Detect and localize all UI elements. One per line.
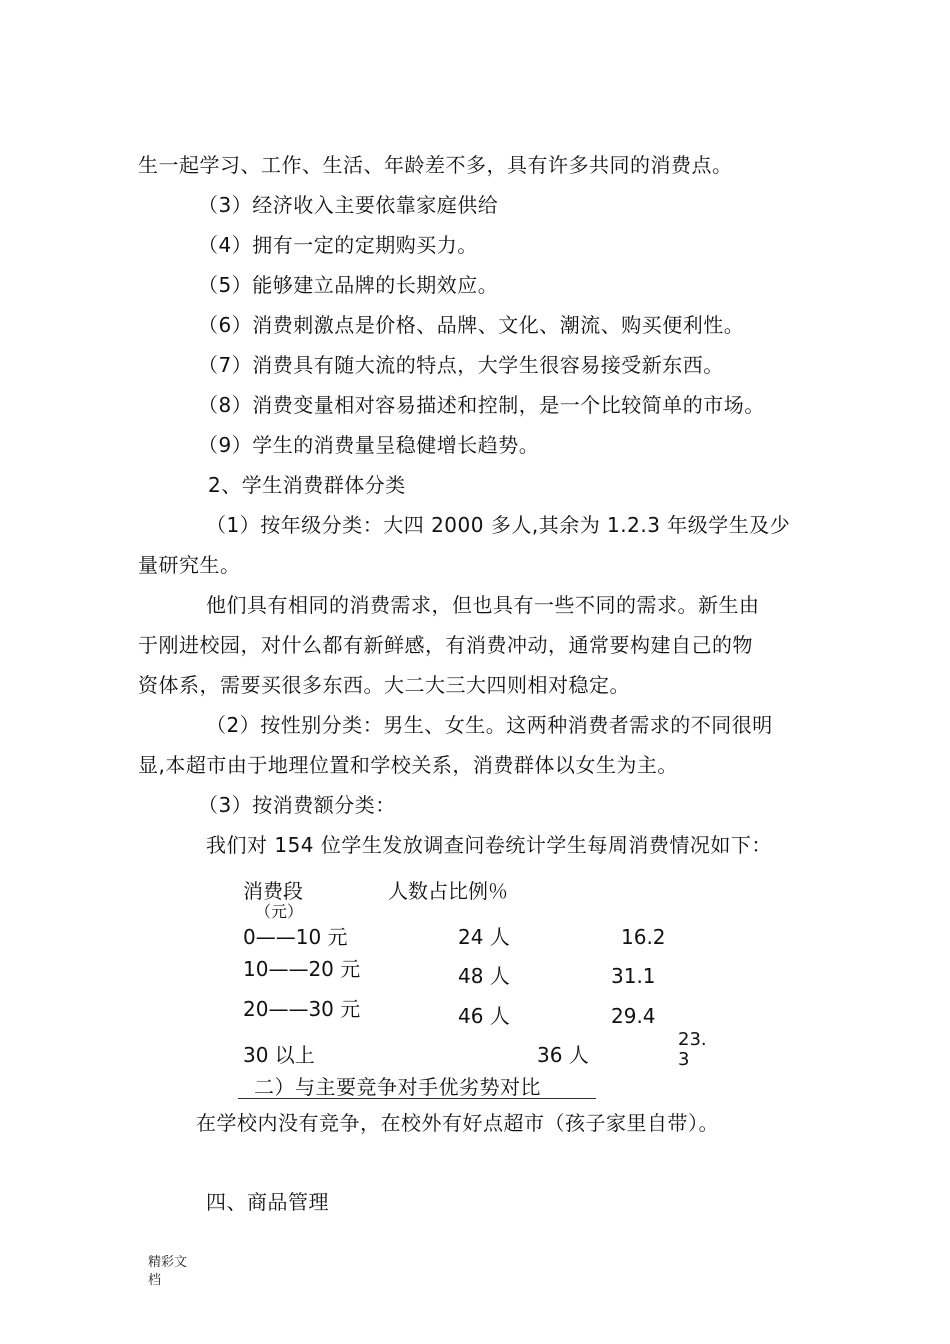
paragraph-line: 生一起学习、工作、生活、年龄差不多，具有许多共同的消费点。 <box>138 153 733 177</box>
list-item-trend-following: （7）消费具有随大流的特点，大学生很容易接受新东西。 <box>198 353 724 377</box>
paragraph-line: 资体系，需要买很多东西。大二大三大四则相对稳定。 <box>138 673 630 697</box>
table-cell-count: 46 人 <box>458 1004 510 1028</box>
footer-text-line2: 档 <box>148 1273 162 1288</box>
list-item-stimulus: （6）消费刺激点是价格、品牌、文化、潮流、购买便利性。 <box>198 313 745 337</box>
table-header-segment: 消费段 <box>243 879 303 903</box>
table-cell-segment: 30 以上 <box>243 1043 315 1067</box>
table-cell-ratio: 23.3 <box>678 1029 707 1070</box>
table-cell-ratio: 31.1 <box>611 964 656 988</box>
table-cell-segment: 20——30 元 <box>243 997 361 1021</box>
paragraph-line: 于刚进校园，对什么都有新鲜感，有消费冲动，通常要构建自己的物 <box>138 633 753 657</box>
table-header-fragment: （元） <box>255 902 304 921</box>
list-item-brand-effect: （5）能够建立品牌的长期效应。 <box>198 273 499 297</box>
list-item-purchasing-power: （4）拥有一定的定期购买力。 <box>198 233 478 257</box>
table-cell-segment: 0——10 元 <box>243 925 348 949</box>
paragraph-line: （1）按年级分类：大四 2000 多人,其余为 1.2.3 年级学生及少 <box>206 513 791 537</box>
paragraph-line: 我们对 154 位学生发放调查问卷统计学生每周消费情况如下： <box>206 833 772 857</box>
list-item-income: （3）经济收入主要依靠家庭供给 <box>198 193 499 217</box>
footer-text-line1: 精彩文 <box>148 1255 188 1270</box>
table-header-count-ratio: 人数占比例％ <box>388 879 508 903</box>
paragraph-line: 他们具有相同的消费需求，但也具有一些不同的需求。新生由 <box>206 593 760 617</box>
table-cell-segment: 10——20 元 <box>243 957 361 981</box>
table-cell-count: 24 人 <box>458 925 510 949</box>
table-cell-ratio: 16.2 <box>621 925 666 949</box>
section-heading: 二）与主要竞争对手优劣势对比 <box>254 1075 541 1099</box>
paragraph-line: 量研究生。 <box>138 553 241 577</box>
heading-underline <box>238 1098 596 1099</box>
table-cell-ratio: 29.4 <box>611 1004 656 1028</box>
list-item-growth: （9）学生的消费量呈稳健增长趋势。 <box>198 433 540 457</box>
paragraph-line: 显,本超市由于地理位置和学校关系，消费群体以女生为主。 <box>138 753 678 777</box>
list-item-variables: （8）消费变量相对容易描述和控制，是一个比较简单的市场。 <box>198 393 765 417</box>
table-cell-count: 48 人 <box>458 964 510 988</box>
paragraph-line: （2）按性别分类：男生、女生。这两种消费者需求的不同很明 <box>206 713 773 737</box>
competition-paragraph: 在学校内没有竞争，在校外有好点超市（孩子家里自带）。 <box>196 1111 719 1135</box>
table-cell-count: 36 人 <box>537 1043 589 1067</box>
chapter-heading: 四、商品管理 <box>206 1190 329 1214</box>
section-subheading: 2、学生消费群体分类 <box>208 473 406 497</box>
paragraph-line: （3）按消费额分类： <box>198 793 396 817</box>
